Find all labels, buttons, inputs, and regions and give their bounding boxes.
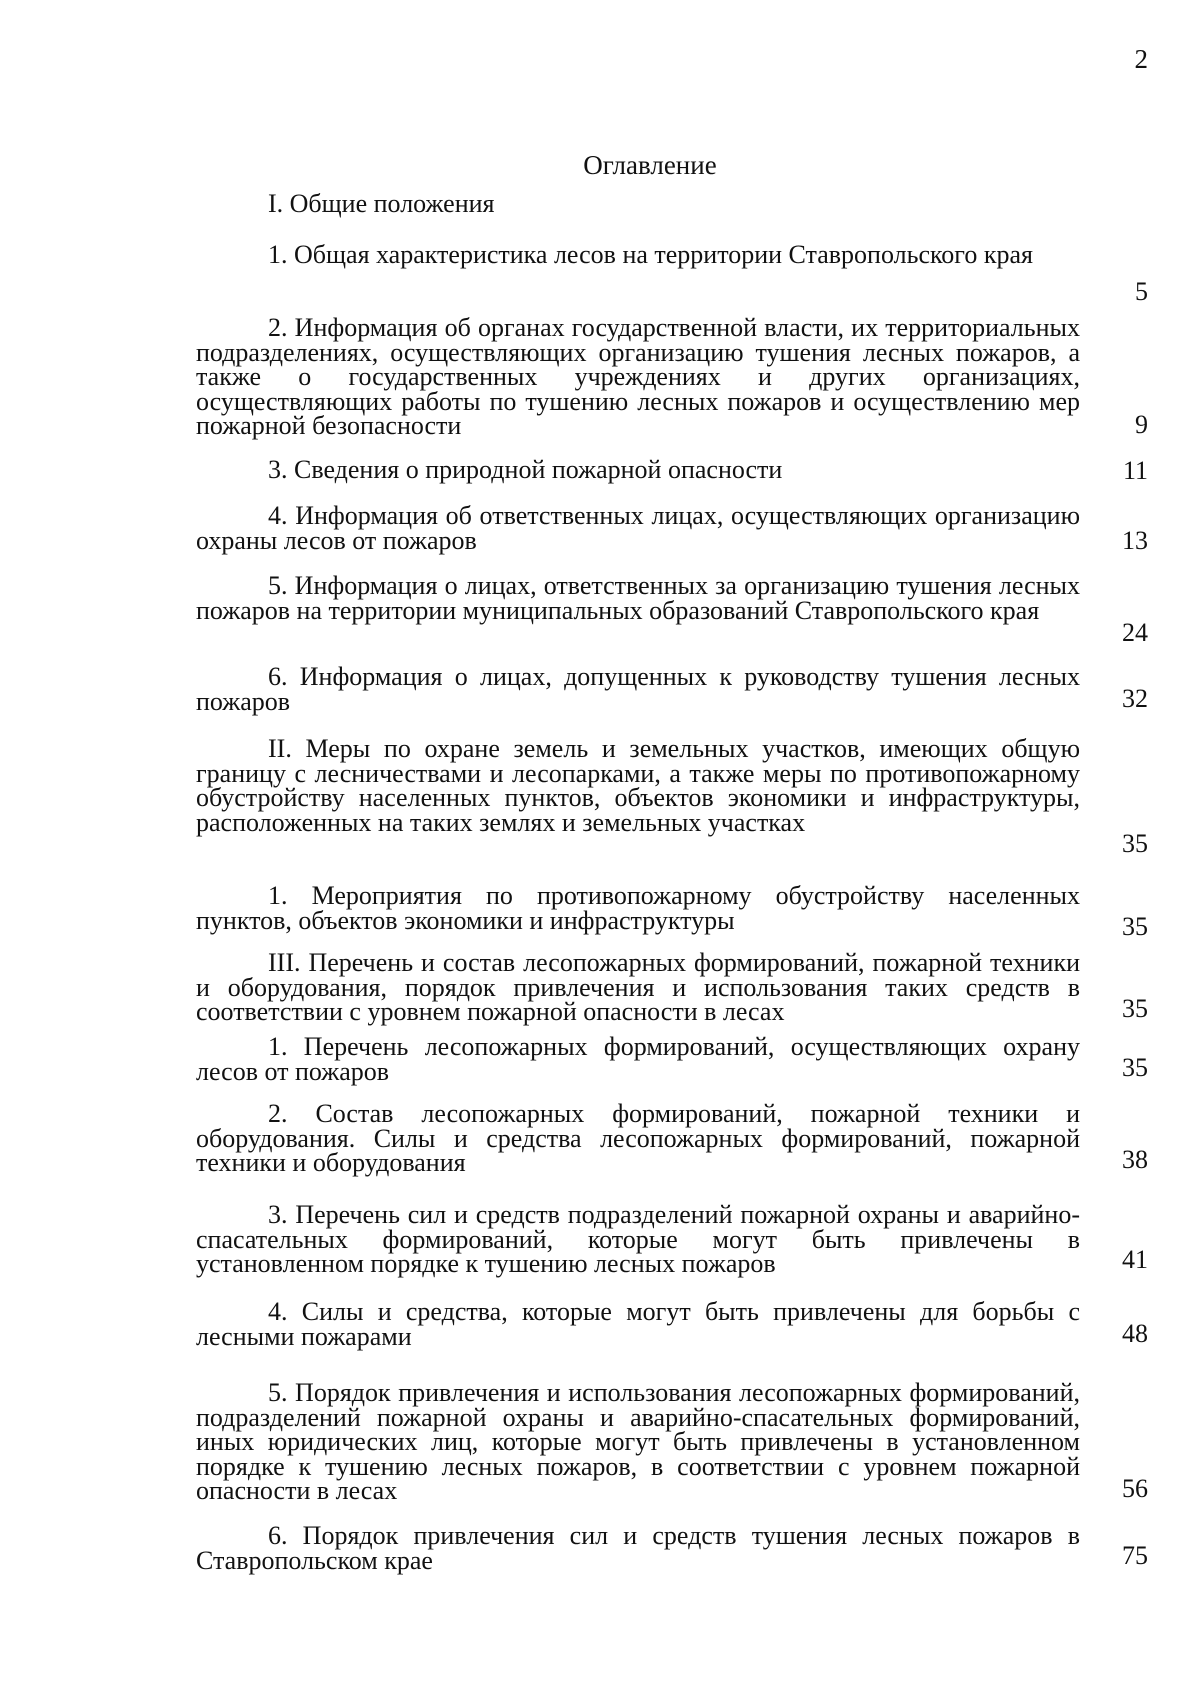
toc-entry: 1. Общая характеристика лесов на территории Ставропольского края bbox=[268, 240, 1033, 269]
toc-page-number: 41 bbox=[1122, 1245, 1148, 1274]
toc-page-number: 35 bbox=[1122, 912, 1148, 941]
toc-entry: 6. Порядок привлечения сил и средств тушения лесных пожаров в Ставропольском крае bbox=[196, 1521, 1080, 1575]
toc-page-number: 35 bbox=[1122, 829, 1148, 858]
toc-entry: 2. Состав лесопожарных формирований, пожарной техники и оборудования. Силы и средства лесопожарных формирований, пожарной техники и оборудования bbox=[196, 1099, 1080, 1177]
toc-section-heading: III. Перечень и состав лесопожарных формирований, пожарной техники и оборудования, порядок привлечения и использования таких средств в соответствии с уровнем пожарной опасности в лесах bbox=[196, 948, 1080, 1026]
toc-page-number: 5 bbox=[1135, 277, 1148, 306]
toc-page-number: 32 bbox=[1122, 684, 1148, 713]
toc-entry: 4. Силы и средства, которые могут быть привлечены для борьбы с лесными пожарами bbox=[196, 1297, 1080, 1351]
toc-page-number: 56 bbox=[1122, 1474, 1148, 1503]
toc-entry: 1. Мероприятия по противопожарному обустройству населенных пунктов, объектов экономики и инфраструктуры bbox=[196, 881, 1080, 935]
toc-section-heading: II. Меры по охране земель и земельных участков, имеющих общую границу с лесничествами и лесопарками, а также меры по противопожарному обустройству населенных пунктов, объектов экономики и инфраструктуры, расположенных на таких землях и земельных участках bbox=[196, 734, 1080, 837]
page-number: 2 bbox=[1134, 44, 1148, 74]
toc-page-number: 38 bbox=[1122, 1145, 1148, 1174]
toc-entry: 6. Информация о лицах, допущенных к руководству тушения лесных пожаров bbox=[196, 662, 1080, 716]
toc-page-number: 35 bbox=[1122, 994, 1148, 1023]
toc-page-number: 9 bbox=[1135, 410, 1148, 439]
toc-entry: 5. Информация о лицах, ответственных за организацию тушения лесных пожаров на территории муниципальных образований Ставропольского края bbox=[196, 571, 1080, 625]
toc-entry: 2. Информация об органах государственной власти, их территориальных подразделениях, осуществляющих организацию тушения лесных пожаров, а также о государственных учреждениях и других организациях, осуществляющих работы по тушению лесных пожаров и осуществлению мер пожарной безопасности bbox=[196, 313, 1080, 440]
toc-entry: 3. Перечень сил и средств подразделений пожарной охраны и аварийно-спасательных формирований, которые могут быть привлечены в установленном порядке к тушению лесных пожаров bbox=[196, 1200, 1080, 1278]
toc-entry: 5. Порядок привлечения и использования лесопожарных формирований, подразделений пожарной охраны и аварийно-спасательных формирований, иных юридических лиц, которые могут быть привлечены в установленном порядке к тушению лесных пожаров, в соответствии с уровнем пожарной опасности в лесах bbox=[196, 1378, 1080, 1505]
toc-entry: 1. Перечень лесопожарных формирований, осуществляющих охрану лесов от пожаров bbox=[196, 1032, 1080, 1086]
toc-page-number: 13 bbox=[1122, 526, 1148, 555]
toc-entry: 3. Сведения о природной пожарной опасности bbox=[268, 455, 783, 484]
toc-section-heading: I. Общие положения bbox=[268, 189, 495, 218]
toc-entry: 4. Информация об ответственных лицах, осуществляющих организацию охраны лесов от пожаров bbox=[196, 501, 1080, 555]
toc-page-number: 24 bbox=[1122, 618, 1148, 647]
toc-page-number: 75 bbox=[1122, 1541, 1148, 1570]
toc-page-number: 48 bbox=[1122, 1319, 1148, 1348]
toc-title: Оглавление bbox=[583, 150, 717, 180]
toc-page-number: 11 bbox=[1122, 456, 1148, 485]
toc-page-number: 35 bbox=[1122, 1053, 1148, 1082]
